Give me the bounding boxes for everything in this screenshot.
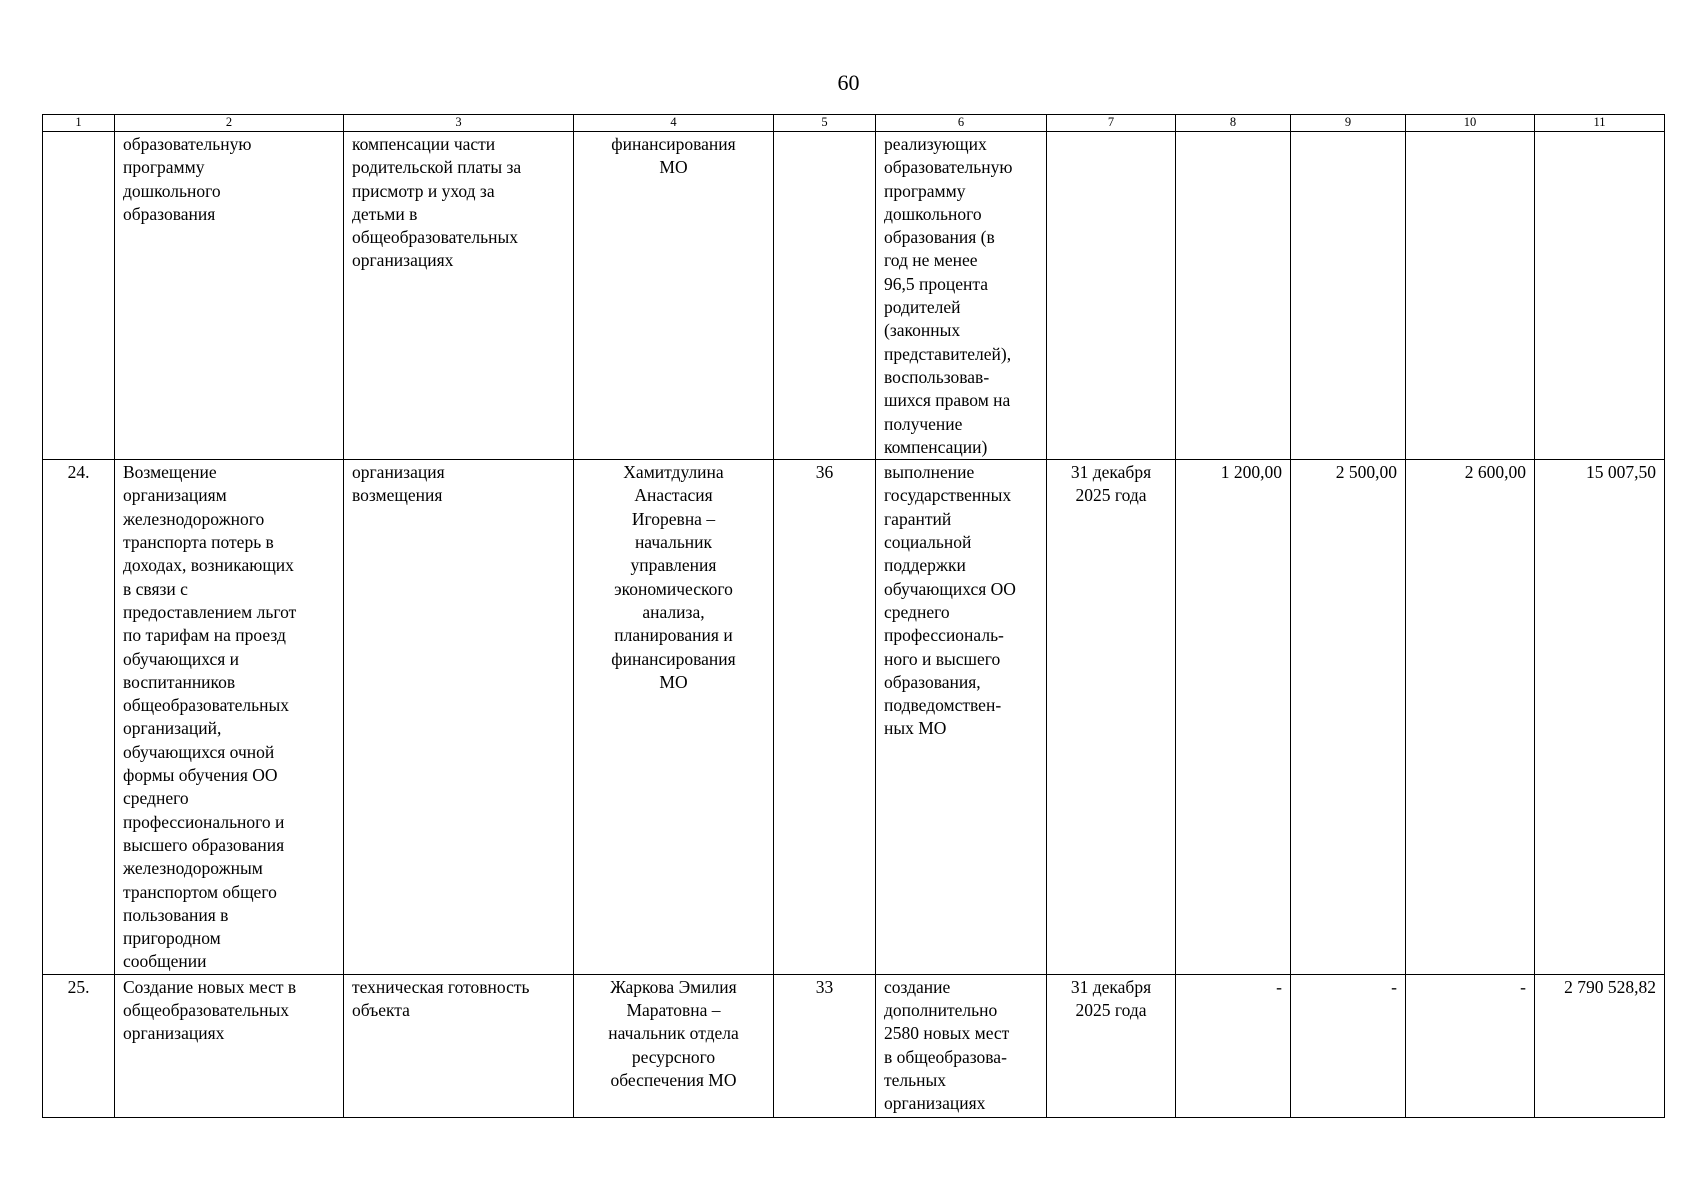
code-cell	[774, 974, 876, 1117]
header-cell: 3	[344, 115, 574, 132]
measure-cell	[115, 460, 344, 975]
header-cell: 1	[43, 115, 115, 132]
value-9: 2 500,00	[1335, 462, 1397, 483]
page-number: 60	[837, 70, 860, 95]
code-text: 36	[815, 462, 834, 483]
row-number-cell	[43, 460, 115, 975]
row-number: 25.	[67, 976, 90, 997]
indicator-cell	[344, 974, 574, 1117]
responsible-cell	[574, 974, 774, 1117]
header-cell: 6	[876, 115, 1047, 132]
result-text: реализующих образовательную программу дошкольного образования (в год не менее 96,5 процента родителей (законных представителей), воспользовав- шихся правом на получение компенсации)	[884, 134, 1013, 457]
value-cell-10	[1406, 974, 1535, 1117]
measure-text: Создание новых мест в общеобразовательных организациях	[123, 976, 297, 1044]
result-cell	[876, 132, 1047, 460]
deadline-cell	[1047, 460, 1176, 975]
header-cell: 4	[574, 115, 774, 132]
indicator-text: организация возмещения	[352, 462, 445, 506]
responsible-text: финансирования МО	[611, 134, 736, 178]
result-text: выполнение государственных гарантий социальной поддержки обучающихся ОО среднего профессиональ- ного и высшего образования, подведомствен- ных МО	[884, 462, 1016, 739]
indicator-cell	[344, 132, 574, 460]
measures-table	[42, 114, 1665, 1118]
result-cell	[876, 974, 1047, 1117]
measure-cell	[115, 974, 344, 1117]
row-number-cell	[43, 974, 115, 1117]
value-cell-11	[1535, 974, 1665, 1117]
responsible-text: Хамитдулина Анастасия Игоревна – начальник управления экономического анализа, планирования и финансирования МО	[611, 462, 736, 692]
table-row	[43, 132, 1665, 460]
result-cell	[876, 460, 1047, 975]
table-row	[43, 974, 1665, 1117]
table-row	[43, 460, 1665, 975]
measure-text: образовательную программу дошкольного образования	[123, 134, 252, 224]
deadline-text: 31 декабря 2025 года	[1070, 976, 1152, 1020]
header-cell: 5	[774, 115, 876, 132]
code-text: 33	[815, 976, 834, 997]
value-cell-10	[1406, 460, 1535, 975]
header-cell: 8	[1176, 115, 1291, 132]
row-number-cell	[43, 132, 115, 460]
header-cell: 10	[1406, 115, 1535, 132]
header-cell: 7	[1047, 115, 1176, 132]
value-cell-11	[1535, 460, 1665, 975]
header-cell: 2	[115, 115, 344, 132]
value-10: -	[1520, 976, 1526, 997]
responsible-text: Жаркова Эмилия Маратовна – начальник отдела ресурсного обеспечения МО	[608, 976, 739, 1090]
header-cell: 9	[1291, 115, 1406, 132]
deadline-text: 31 декабря 2025 года	[1070, 462, 1152, 506]
indicator-text: техническая готовность объекта	[352, 976, 530, 1020]
value-cell-11	[1535, 132, 1665, 460]
value-cell-10	[1406, 132, 1535, 460]
row-number: 24.	[67, 462, 90, 483]
value-cell-8	[1176, 460, 1291, 975]
code-cell	[774, 460, 876, 975]
deadline-cell	[1047, 132, 1176, 460]
value-8: 1 200,00	[1220, 462, 1282, 483]
result-text: создание дополнительно 2580 новых мест в общеобразова- тельных организациях	[884, 976, 1010, 1114]
value-11: 2 790 528,82	[1564, 976, 1656, 997]
indicator-text: компенсации части родительской платы за присмотр и уход за детьми в общеобразовательных организациях	[352, 134, 522, 271]
value-cell-8	[1176, 974, 1291, 1117]
value-cell-9	[1291, 460, 1406, 975]
responsible-cell	[574, 460, 774, 975]
value-8: -	[1276, 976, 1282, 997]
value-10: 2 600,00	[1464, 462, 1526, 483]
value-9: -	[1391, 976, 1397, 997]
deadline-cell	[1047, 974, 1176, 1117]
value-cell-9	[1291, 132, 1406, 460]
value-cell-8	[1176, 132, 1291, 460]
column-number-header-row	[43, 115, 1665, 132]
value-11: 15 007,50	[1586, 462, 1656, 483]
responsible-cell	[574, 132, 774, 460]
indicator-cell	[344, 460, 574, 975]
measure-text: Возмещение организациям железнодорожного транспорта потерь в доходах, возникающих в связи с предоставлением льгот по тарифам на проезд обучающихся и воспитанников общеобразовательных организаций, обучающихся очной формы обучения ОО среднего профессионального и высшего образования железнодорожным транспортом общего пользования в пригородном сообщении	[123, 462, 297, 972]
code-cell	[774, 132, 876, 460]
value-cell-9	[1291, 974, 1406, 1117]
header-cell: 11	[1535, 115, 1665, 132]
measure-cell	[115, 132, 344, 460]
